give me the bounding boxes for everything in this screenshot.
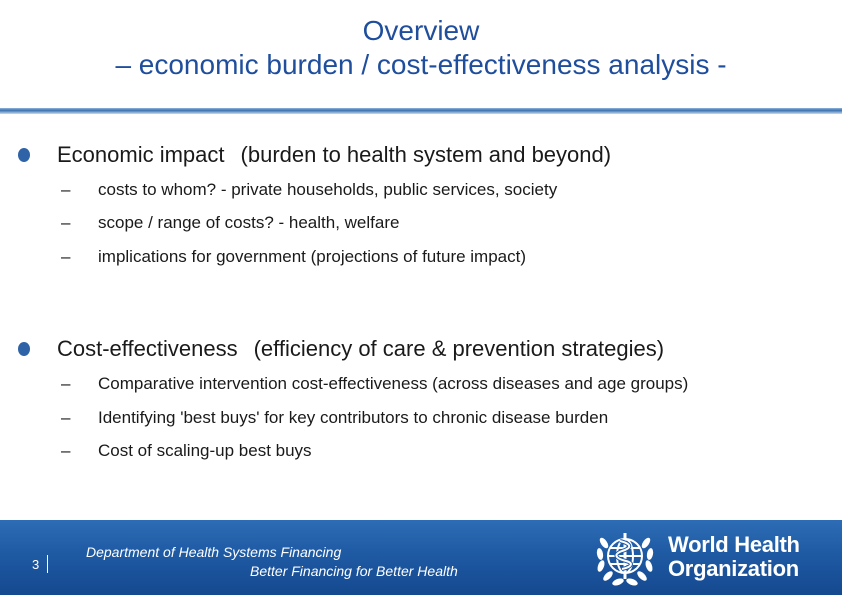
dash-marker: – <box>61 213 71 232</box>
department-name: Department of Health Systems Financing <box>86 544 342 560</box>
section-detail: (efficiency of care & prevention strategies) <box>253 336 665 361</box>
dash-marker: – <box>61 441 71 460</box>
list-item-text: Identifying 'best buys' for key contributors to chronic disease burden <box>98 408 609 427</box>
list-item-text: costs to whom? - private households, public services, society <box>98 180 558 199</box>
list-item-text: scope / range of costs? - health, welfare <box>98 213 400 232</box>
list-item <box>61 213 399 233</box>
list-item <box>61 408 608 428</box>
list-item-text: Cost of scaling-up best buys <box>98 441 312 460</box>
page-number: 3 <box>32 557 40 572</box>
footer-slogan: Better Financing for Better Health <box>250 563 458 579</box>
list-item-text: implications for government (projections of future impact) <box>98 247 527 266</box>
footer-band <box>0 520 842 595</box>
slide-title <box>0 14 842 82</box>
dash-marker: – <box>61 180 71 199</box>
title-line-1: Overview <box>362 15 480 46</box>
title-divider <box>0 108 842 114</box>
dash-marker: – <box>61 247 71 266</box>
dash-marker: – <box>61 408 71 427</box>
section-heading: Cost-effectiveness <box>57 336 238 361</box>
list-item <box>61 374 688 394</box>
list-item <box>61 441 312 461</box>
who-wordmark-line-1: World Health <box>668 532 800 557</box>
list-item <box>61 180 557 200</box>
page-number-separator <box>47 555 48 573</box>
title-line-2: – economic burden / cost-effectiveness analysis - <box>115 49 727 80</box>
list-item-text: Comparative intervention cost-effectiveness (across diseases and age groups) <box>98 374 689 393</box>
who-wordmark-line-2: Organization <box>668 556 799 581</box>
bullet-dot-icon <box>18 342 30 356</box>
who-wordmark <box>668 533 800 581</box>
section-heading: Economic impact <box>57 142 225 167</box>
bullet-dot-icon <box>18 148 30 162</box>
who-emblem-icon <box>592 525 658 591</box>
dash-marker: – <box>61 374 71 393</box>
section-economic-impact <box>18 142 611 168</box>
list-item <box>61 247 526 267</box>
section-detail: (burden to health system and beyond) <box>240 142 612 167</box>
section-cost-effectiveness <box>18 336 664 362</box>
